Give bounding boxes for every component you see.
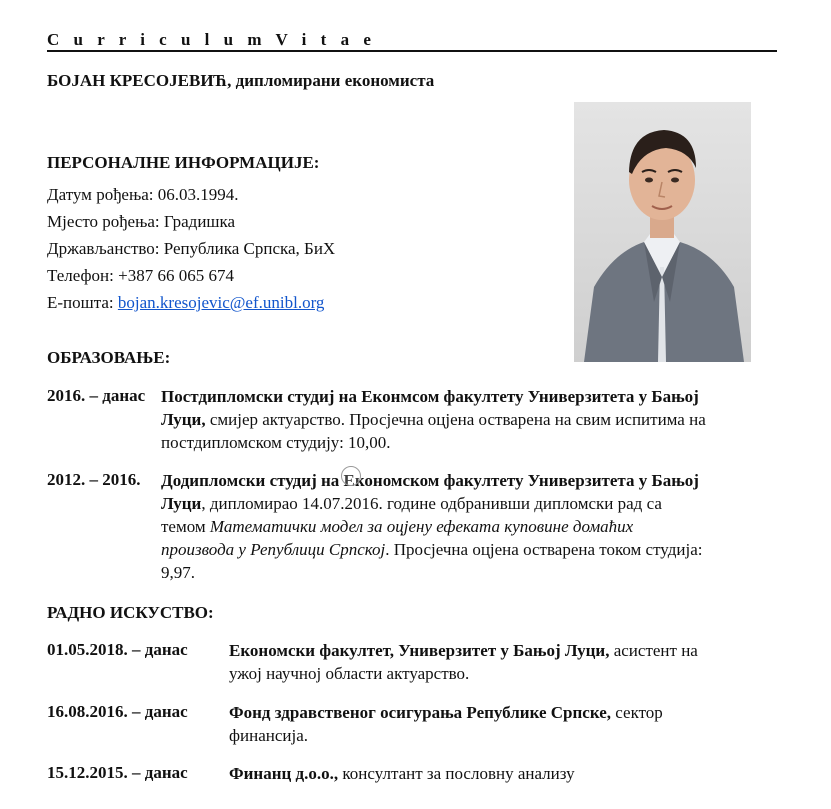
education-entry-2-thesis-title-1: Математички модел за оцјену ефеката куповине домаћих: [209, 517, 634, 536]
education-entry-1-dates: 2016. – данас: [47, 386, 146, 405]
education-entry-1-line-2: [161, 409, 774, 431]
education-entry-2-city: Луци: [161, 494, 202, 513]
phone: Телефон: +387 66 065 674: [47, 266, 234, 285]
work-entry-3-employer: Финанц д.о.о.,: [229, 764, 339, 783]
education-entry-2-details: , дипломирао 14.07.2016. године одбранивши дипломски рад са: [201, 494, 662, 513]
work-entry-3-dates: 15.12.2015. – данас: [47, 763, 188, 782]
education-entry-2-institution: Додипломски студиј на Економском факултету Универзитета у Бањој: [161, 471, 699, 490]
email-row: [47, 293, 324, 313]
work-entry-2-dates: 16.08.2016. – данас: [47, 702, 188, 721]
work-entry-2-role: сектор: [611, 703, 663, 722]
name-line: БОЈАН КРЕСОЈЕВИЋ, дипломирани економиста: [47, 71, 435, 90]
work-entry-1-role: асистент на: [609, 641, 698, 660]
citizenship: Држављанство: Република Српска, БиХ: [47, 239, 336, 258]
date-of-birth: Датум рођења: 06.03.1994.: [47, 185, 239, 204]
personal-info-heading: ПЕРСОНАЛНЕ ИНФОРМАЦИЈЕ:: [47, 153, 320, 172]
education-entry-1-line-1: [161, 386, 774, 408]
work-entry-2-employer: Фонд здравственог осигурања Републике Српске,: [229, 703, 612, 722]
education-entry-2-line-3: [161, 516, 774, 538]
education-entry-1-line-3: постдипломском студију: 10,00.: [161, 433, 391, 452]
education-entry-2-line-1: [161, 470, 774, 492]
education-entry-2-line-4: [161, 539, 774, 561]
education-entry-1-institution: Постдипломски студиј на Еконмсом факултету Универзитета у Бањој: [161, 387, 699, 406]
place-of-birth: Мјесто рођења: Градишка: [47, 212, 236, 231]
email-label: Е-пошта:: [47, 293, 118, 312]
education-entry-2-theme-label: темом: [161, 517, 210, 536]
education-entry-1-city: Луци,: [161, 410, 206, 429]
work-entry-2-line-2: финансија.: [229, 726, 309, 745]
work-heading: РАДНО ИСКУСТВО:: [47, 603, 214, 622]
education-entry-2-dates: 2012. – 2016.: [47, 470, 141, 489]
education-entry-2-line-5: 9,97.: [161, 563, 195, 582]
work-entry-3-role: консултант за пословну анализу: [338, 764, 575, 783]
document-title: C u r r i c u l u m V i t a e: [47, 30, 376, 49]
work-entry-3-line-1: [229, 763, 774, 785]
education-entry-2-line-2: [161, 493, 774, 515]
education-heading: ОБРАЗОВАЊЕ:: [47, 348, 171, 367]
email-link[interactable]: bojan.kresojevic@ef.unibl.org: [117, 293, 325, 312]
work-entry-1-dates: 01.05.2018. – данас: [47, 640, 188, 659]
cursor-indicator: [341, 466, 361, 486]
title-rule: [47, 50, 777, 52]
work-entry-1-line-1: [229, 640, 774, 662]
education-entry-2-thesis-title-2: производа у Републици Српској: [161, 540, 386, 559]
portrait-image: [574, 102, 751, 362]
profile-photo: [574, 102, 751, 362]
education-entry-2-grade-label: . Просјечна оцјена остварена током студија:: [385, 540, 703, 559]
education-entry-1-details: смијер актуарство. Просјечна оцјена остварена на свим испитима на: [205, 410, 706, 429]
work-entry-1-employer: Економски факултет, Универзитет у Бањој Луци,: [229, 641, 610, 660]
work-entry-2-line-1: [229, 702, 774, 724]
work-entry-1-line-2: ужој научној области актуарство.: [229, 664, 470, 683]
